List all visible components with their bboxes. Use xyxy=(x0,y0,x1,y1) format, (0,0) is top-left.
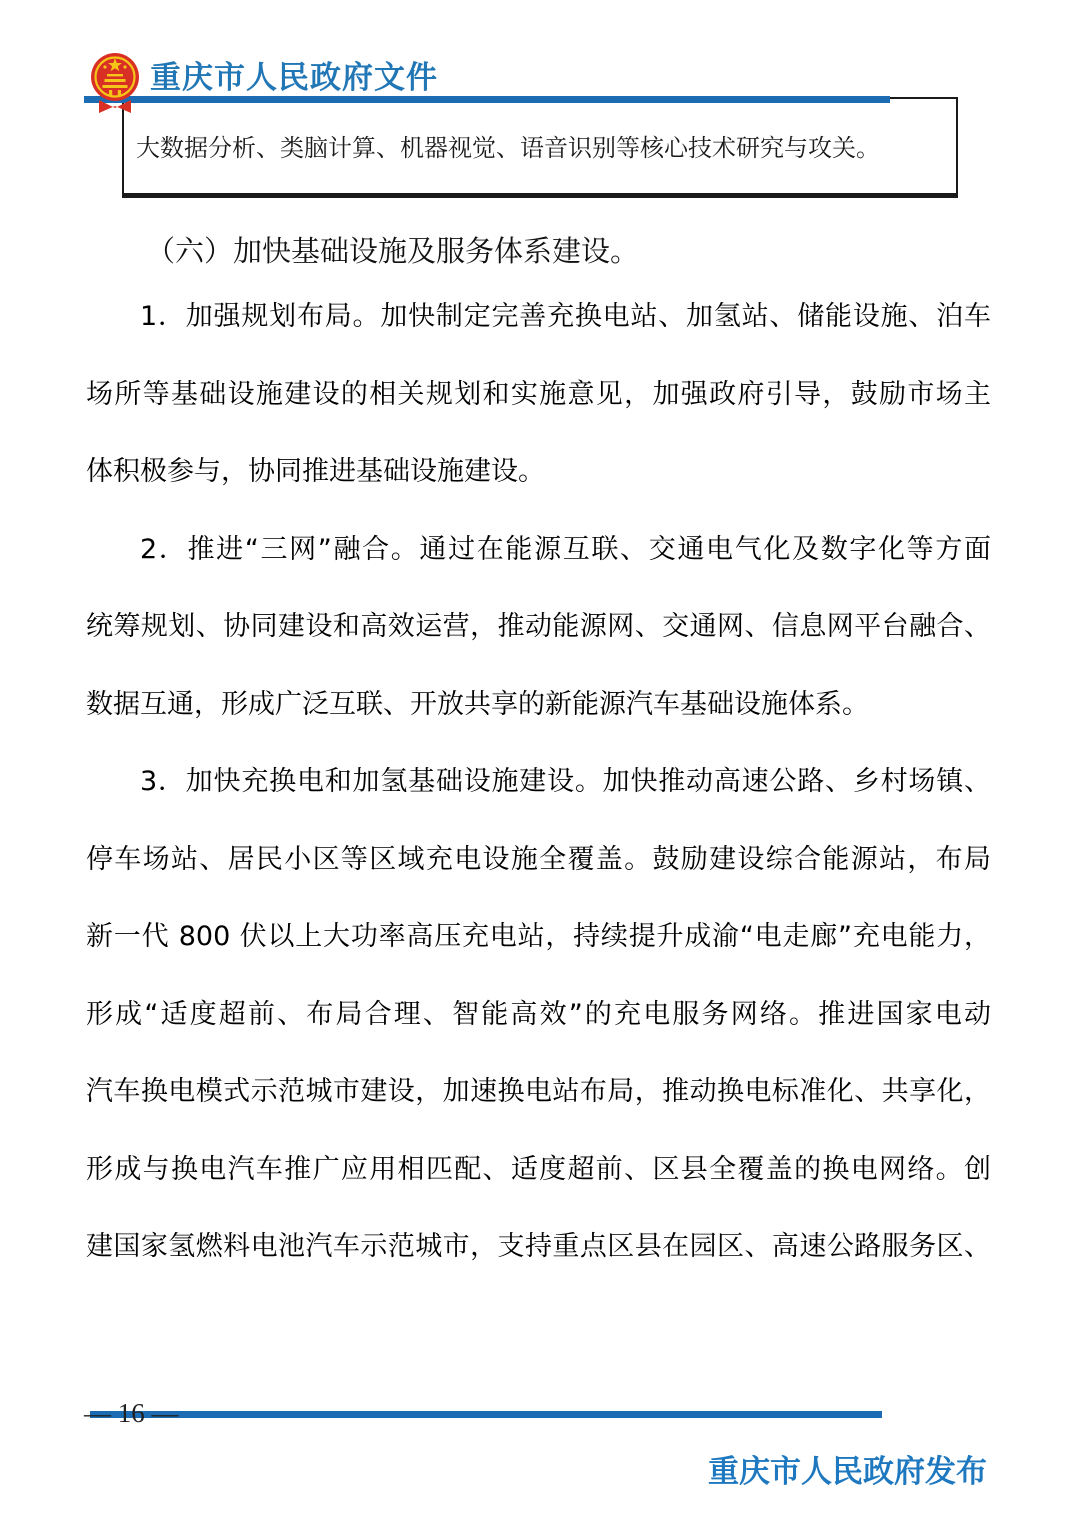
body-text xyxy=(86,278,991,1286)
callout-box xyxy=(122,97,958,198)
body-line: 场所等基础设施建设的相关规划和实施意见，加强政府引导，鼓励市场主 xyxy=(86,378,991,410)
body-line: 形成“适度超前、布局合理、智能高效”的充电服务网络。推进国家电动 xyxy=(86,998,991,1030)
body-line: 统筹规划、协同建设和高效运营，推动能源网、交通网、信息网平台融合、 xyxy=(86,611,991,642)
body-line: 形成与换电汽车推广应用相匹配、适度超前、区县全覆盖的换电网络。创 xyxy=(86,1153,991,1185)
body-line: 2．推进“三网”融合。通过在能源互联、交通电气化及数字化等方面 xyxy=(140,533,991,565)
section-heading: （六）加快基础设施及服务体系建设。 xyxy=(146,236,640,268)
body-line: 3．加快充换电和加氢基础设施建设。加快推动高速公路、乡村场镇、 xyxy=(140,766,991,797)
document-header-title: 重庆市人民政府文件 xyxy=(150,60,438,95)
national-emblem-icon xyxy=(90,50,140,114)
body-line: 体积极参与，协同推进基础设施建设。 xyxy=(86,456,545,487)
page-number: — 16 — xyxy=(84,1398,179,1428)
publisher-label: 重庆市人民政府发布 xyxy=(708,1454,987,1489)
header-rule xyxy=(84,96,890,103)
callout-box-text: 大数据分析、类脑计算、机器视觉、语音识别等核心技术研究与攻关。 xyxy=(136,136,880,162)
footer-rule xyxy=(90,1411,882,1418)
body-line: 建国家氢燃料电池汽车示范城市，支持重点区县在园区、高速公路服务区、 xyxy=(86,1231,991,1262)
body-line: 汽车换电模式示范城市建设，加速换电站布局，推动换电标准化、共享化， xyxy=(86,1076,991,1107)
body-line: 新一代 800 伏以上大功率高压充电站，持续提升成渝“电走廊”充电能力， xyxy=(86,921,991,952)
body-line: 数据互通，形成广泛互联、开放共享的新能源汽车基础设施体系。 xyxy=(86,688,869,720)
body-line: 停车场站、居民小区等区域充电设施全覆盖。鼓励建设综合能源站，布局 xyxy=(86,843,991,875)
body-line: 1．加强规划布局。加快制定完善充换电站、加氢站、储能设施、泊车 xyxy=(140,301,991,332)
